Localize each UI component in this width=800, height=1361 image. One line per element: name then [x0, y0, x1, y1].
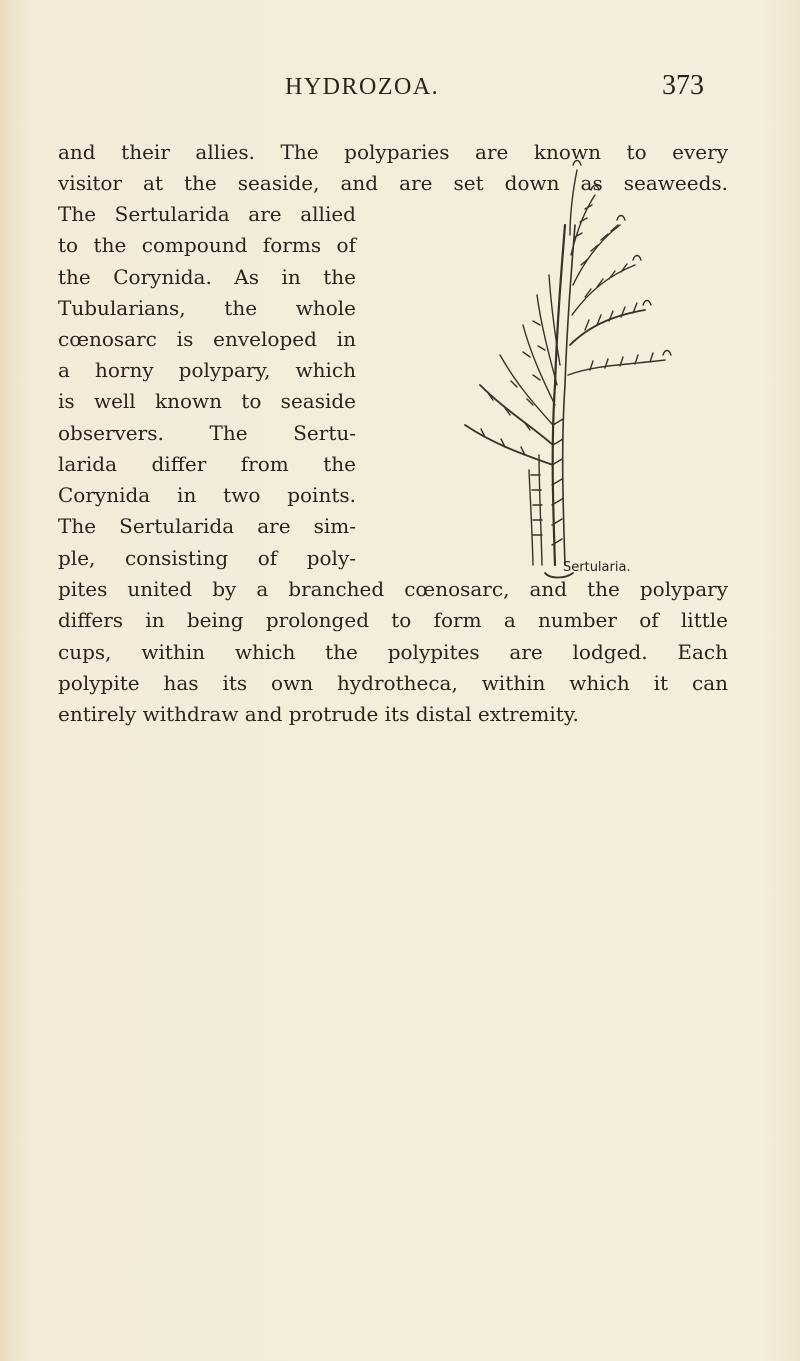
text-line: a horny polypary, which	[58, 358, 356, 382]
text-line: Corynida in two points.	[58, 483, 356, 507]
figure-caption: Sertularia.	[563, 560, 631, 575]
text-line: cœnosarc is enveloped in	[58, 327, 356, 351]
text-line: the Corynida. As in the	[58, 265, 356, 289]
text-line: The Sertularida are allied	[58, 202, 356, 226]
running-title: HYDROZOA.	[285, 74, 440, 100]
sertularia-illustration	[405, 125, 695, 590]
text-line: pites united by a branched cœnosarc, and the polypary	[58, 577, 728, 601]
page-number: 373	[662, 70, 704, 101]
text-line: polypite has its own hydrotheca, within which it can	[58, 671, 728, 695]
text-line: entirely withdraw and protrude its distal extremity.	[58, 702, 579, 726]
text-line: visitor at the seaside, and are set down as seaweeds.	[58, 171, 728, 195]
text-line: to the compound forms of	[58, 233, 356, 257]
text-line: and their allies. The polyparies are known to every	[58, 140, 728, 164]
text-line: observers. The Sertu-	[58, 421, 356, 445]
text-line: cups, within which the polypites are lodged. Each	[58, 640, 728, 664]
text-line: differs in being prolonged to form a number of little	[58, 608, 728, 632]
text-line: The Sertularida are sim-	[58, 514, 356, 538]
text-line: Tubularians, the whole	[58, 296, 356, 320]
text-line: is well known to seaside	[58, 389, 356, 413]
text-line: larida differ from the	[58, 452, 356, 476]
text-line: ple, consisting of poly-	[58, 546, 356, 570]
